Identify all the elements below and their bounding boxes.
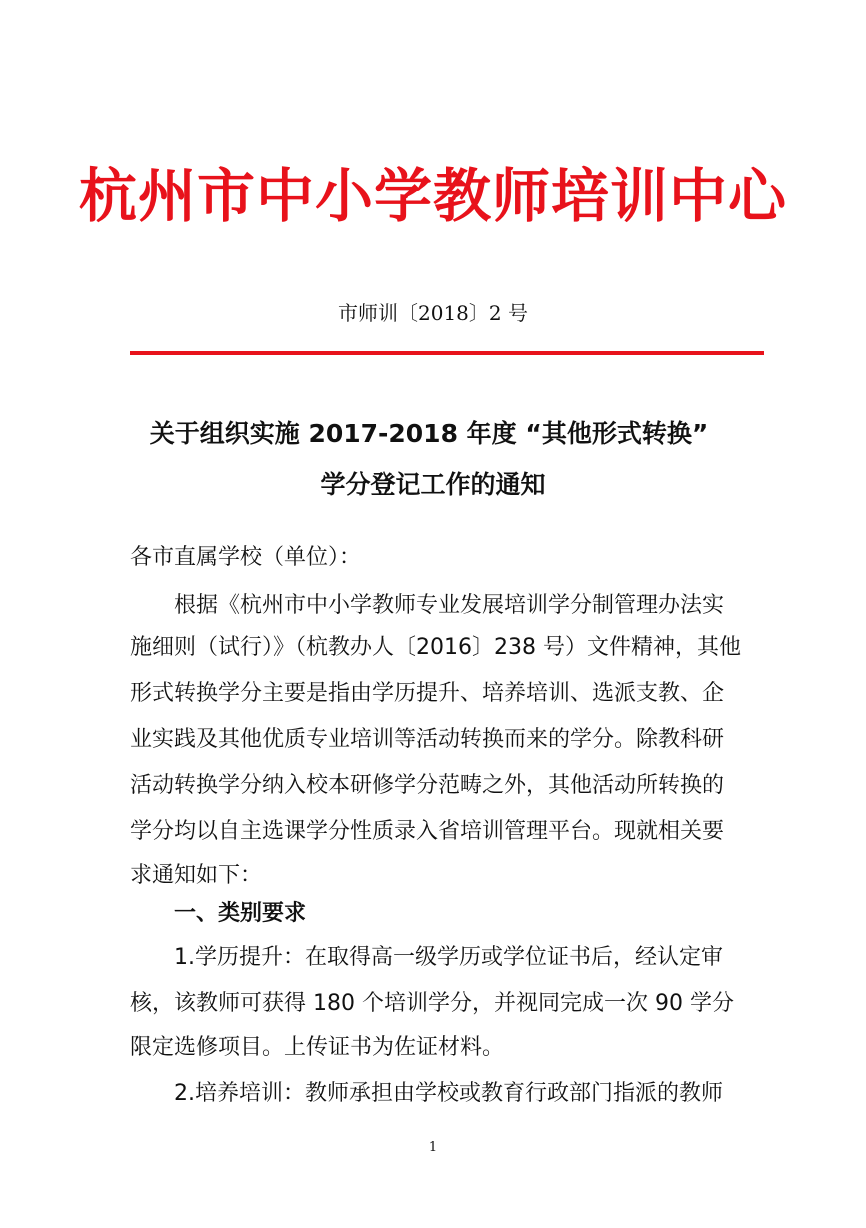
section-heading-category-requirements: 一、类别要求 [174,901,307,926]
paragraph-line: 2.培养培训：教师承担由学校或教育行政部门指派的教师 [174,1081,723,1106]
document-number: 市师训〔2018〕2 号 [338,301,528,325]
paragraph-line: 求通知如下： [130,863,263,888]
issuing-organization-title: 杭州市中小学教师培训中心 [78,162,787,230]
paragraph-line: 活动转换学分纳入校本研修学分范畴之外，其他活动所转换的 [130,773,725,798]
paragraph-line: 业实践及其他优质专业培训等活动转换而来的学分。除教科研 [130,727,725,752]
paragraph-line: 1.学历提升：在取得高一级学历或学位证书后，经认定审 [174,945,723,970]
paragraph-line: 学分均以自主选课学分性质录入省培训管理平台。现就相关要 [130,819,725,844]
salutation: 各市直属学校（单位）： [130,545,362,570]
paragraph-line: 限定选修项目。上传证书为佐证材料。 [130,1035,505,1060]
paragraph-line: 施细则（试行）》（杭教办人〔2016〕238 号）文件精神，其他 [130,635,741,660]
red-header-divider [130,351,764,355]
paragraph-line: 核，该教师可获得 180 个培训学分，并视同完成一次 90 学分 [130,991,734,1016]
notice-title-line-1: 关于组织实施 2017-2018 年度 “其他形式转换” [149,419,709,448]
paragraph-line: 根据《杭州市中小学教师专业发展培训学分制管理办法实 [174,593,725,618]
page-number: 1 [428,1140,438,1155]
notice-title-line-2: 学分登记工作的通知 [320,470,546,499]
paragraph-line: 形式转换学分主要是指由学历提升、培养培训、选派支教、企 [130,681,725,706]
